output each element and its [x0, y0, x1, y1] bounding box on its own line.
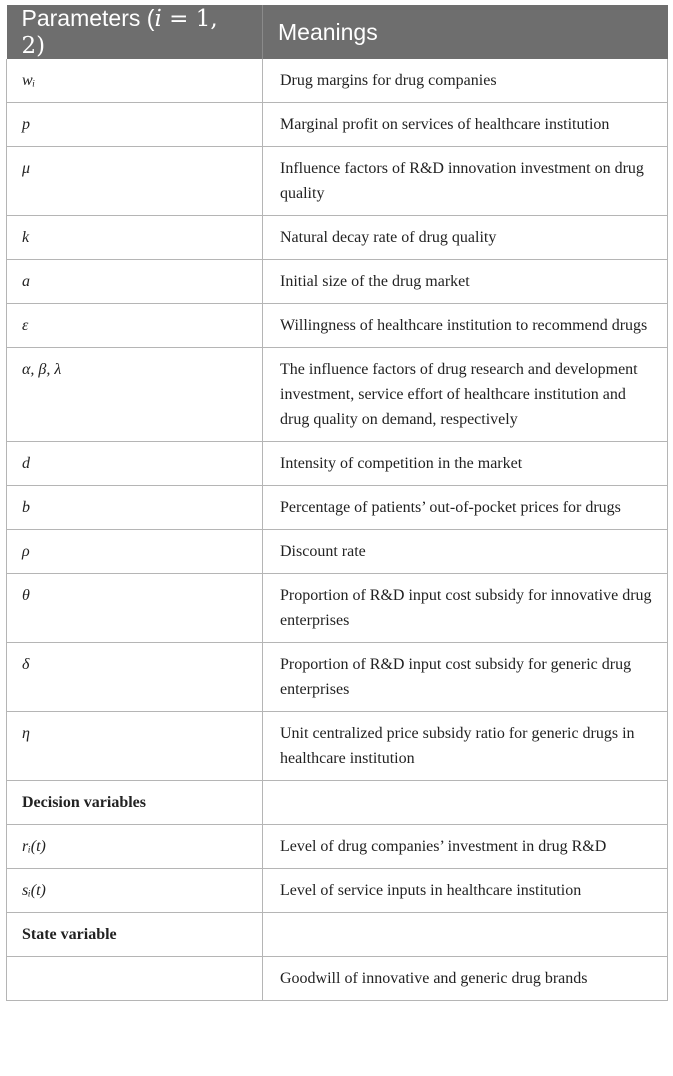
meaning-cell: Discount rate: [263, 530, 668, 574]
table-row: [7, 59, 668, 103]
table-row: [7, 216, 668, 260]
meaning-cell: Marginal profit on services of healthcare institution: [263, 103, 668, 147]
symbol-cell: k: [7, 216, 263, 260]
table-row: [7, 530, 668, 574]
table-row: [7, 147, 668, 216]
symbol-cell: ρ: [7, 530, 263, 574]
symbol-cell: sᵢ(t): [7, 869, 263, 913]
header-parameters-prefix: Parameters (: [21, 5, 155, 31]
symbol-cell: p: [7, 103, 263, 147]
table-row: [7, 442, 668, 486]
table-row: [7, 869, 668, 913]
table-row: [7, 103, 668, 147]
table-row: [7, 825, 668, 869]
parameters-table-container: [6, 5, 667, 1001]
header-parameters: [7, 5, 263, 59]
symbol-cell: b: [7, 486, 263, 530]
section-label: Decision variables: [7, 781, 263, 825]
table-row: [7, 304, 668, 348]
section-empty-cell: [263, 781, 668, 825]
meaning-cell: Proportion of R&D input cost subsidy for generic drug enterprises: [263, 643, 668, 712]
meaning-cell: Natural decay rate of drug quality: [263, 216, 668, 260]
table-row: [7, 348, 668, 442]
symbol-cell: wᵢ: [7, 59, 263, 103]
meaning-cell: Percentage of patients’ out-of-pocket prices for drugs: [263, 486, 668, 530]
meaning-cell: Unit centralized price subsidy ratio for generic drugs in healthcare institution: [263, 712, 668, 781]
meaning-cell: Goodwill of innovative and generic drug brands: [263, 957, 668, 1001]
meaning-cell: Willingness of healthcare institution to recommend drugs: [263, 304, 668, 348]
symbol-cell: [7, 957, 263, 1001]
table-row: [7, 957, 668, 1001]
meaning-cell: Level of service inputs in healthcare institution: [263, 869, 668, 913]
header-row: [7, 5, 668, 59]
meaning-cell: The influence factors of drug research and development investment, service effort of healthcare institution and drug quality on demand, respectively: [263, 348, 668, 442]
symbol-cell: η: [7, 712, 263, 781]
table-row: [7, 574, 668, 643]
header-parameters-range: = 1, 2): [21, 6, 218, 59]
symbol-cell: α, β, λ: [7, 348, 263, 442]
meaning-cell: Drug margins for drug companies: [263, 59, 668, 103]
section-empty-cell: [263, 913, 668, 957]
symbol-cell: rᵢ(t): [7, 825, 263, 869]
meaning-cell: Intensity of competition in the market: [263, 442, 668, 486]
header-parameters-var: i: [154, 6, 162, 32]
meaning-cell: Proportion of R&D input cost subsidy for innovative drug enterprises: [263, 574, 668, 643]
symbol-cell: a: [7, 260, 263, 304]
symbol-cell: μ: [7, 147, 263, 216]
meaning-cell: Initial size of the drug market: [263, 260, 668, 304]
symbol-cell: θ: [7, 574, 263, 643]
table-row: [7, 643, 668, 712]
parameters-table: [6, 5, 668, 1001]
section-row-decision-variables: [7, 781, 668, 825]
table-row: [7, 712, 668, 781]
section-row-state-variable: [7, 913, 668, 957]
symbol-cell: ε: [7, 304, 263, 348]
section-label: State variable: [7, 913, 263, 957]
header-meanings: Meanings: [263, 5, 668, 59]
table-row: [7, 486, 668, 530]
meaning-cell: Influence factors of R&D innovation investment on drug quality: [263, 147, 668, 216]
symbol-cell: δ: [7, 643, 263, 712]
symbol-cell: d: [7, 442, 263, 486]
table-row: [7, 260, 668, 304]
meaning-cell: Level of drug companies’ investment in drug R&D: [263, 825, 668, 869]
